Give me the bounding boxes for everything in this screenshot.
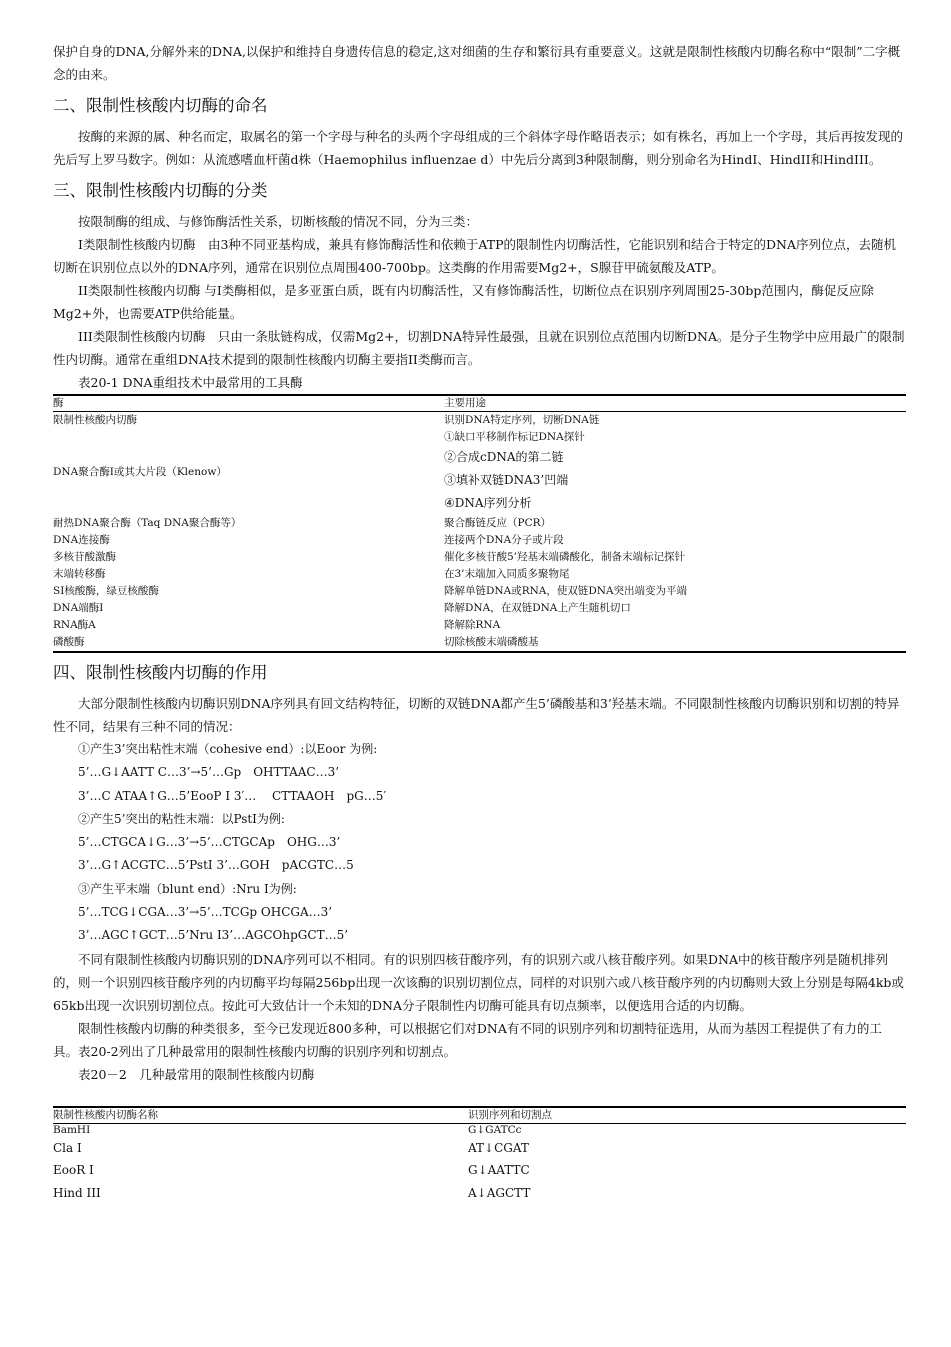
table-row [53,1123,906,1137]
table-row [53,566,906,583]
enzyme-use: ①缺口平移制作标记DNA探针 [444,431,585,443]
table1-caption: 表20-1 DNA重组技术中最常用的工具酶 [78,375,303,390]
section4-heading: 四、限制性核酸内切酶的作用 [53,663,268,682]
recognition-site: G↓AATTC [468,1163,530,1178]
sequence-line: 5’…TCG↓CGA…3’→5’…TCGp OHCGA…3’ [78,905,333,920]
restriction-enzyme-table [53,1106,906,1205]
enzyme-name: DNA聚合酶I或其大片段（Klenow） [53,465,227,478]
section3-paragraph-2: I类限制性核酸内切酶 由3种不同亚基构成，兼具有修饰酶活性和依赖于ATP的限制性内切酶活性，它能识别和结合于特定的DNA序列位点，去随机切断在识别位点以外的DNA序列，通常在识别位点周围400-700bp。这类酶的作用需要Mg2+，S腺苷甲硫氨酸及ATP。 [53,237,896,275]
enzyme-use: 切除核酸末端磷酸基 [444,636,539,648]
recognition-site: AT↓CGAT [468,1140,529,1155]
enzyme-use: ③填补双链DNA3’凹端 [444,473,569,487]
table-row [53,429,906,515]
section4-paragraph-2: 不同有限制性核酸内切酶识别的DNA序列可以不相同。有的识别四核苷酸序列，有的识别六或八核苷酸序列。如果DNA中的核苷酸序列是随机排列的，则一个识别四核苷酸序列的内切酶平均每隔256bp出现一次该酶的识别切割位点，同样的对识别六或八核苷酸序列的内切酶则大致上分别是每隔4kb或65kb出现一次识别切割位点。按此可大致估计一个未知的DNA分子限制性内切酶可能具有切点频率，以便选用合适的内切酶。 [53,951,904,1013]
enzyme-use: 连接两个DNA分子或片段 [444,534,564,546]
table-header-row [53,395,906,412]
table-row [53,532,906,549]
section3-paragraph-3: II类限制性核酸内切酶 与I类酶相似，是多亚蛋白质，既有内切酶活性，又有修饰酶活性，切断位点在识别序列周围25-30bp范围内，酶促反应除Mg2+外，也需要ATP供给能量。 [53,283,874,321]
section4-paragraph-1: 大部分限制性核酸内切酶识别DNA序列具有回文结构特征，切断的双链DNA都产生5’磷酸基和3’羟基末端。不同限制性核酸内切酶识别和切割的特异性不同，结果有三种不同的情况： [53,696,900,734]
intro-paragraph: 保护自身的DNA,分解外来的DNA,以保护和维持自身遗传信息的稳定,这对细菌的生存和繁衍具有重要意义。这就是限制性核酸内切酶名称中“限制”二字概念的由来。 [53,44,901,82]
sequence-line: ①产生3’突出粘性末端（cohesive end）:以Eoor 为例: [78,742,378,756]
document-page [53,40,906,1204]
table-header-use: 主要用途 [444,395,906,412]
sequence-line: ③产生平末端（blunt end）:Nru I为例: [78,881,297,896]
section2-paragraph: 按酶的来源的属、种名而定，取属名的第一个字母与种名的头两个字母组成的三个斜体字母作略语表示；如有株名，再加上一个字母，其后再按发现的先后写上罗马数字。例如：从流感嗜血杆菌d株（Haemophilus influenzae d）中先后分离到3种限制酶，则分别命名为HindI、HindII和HindIII。 [53,129,904,167]
enzyme-name: RNA酶A [53,619,96,631]
recognition-site: A↓AGCTT [468,1185,531,1200]
table-row [53,412,906,430]
enzyme-name: 磷酸酶 [53,636,85,648]
enzyme-use: 催化多核苷酸5’羟基末端磷酸化，制备末端标记探针 [444,551,686,563]
sequence-line: 5’…G↓AATT C…3’→5’…Gp OHTTAAC…3’ [78,765,340,780]
enzyme-name: 耐热DNA聚合酶（Taq DNA聚合酶等） [53,517,242,529]
sequence-line: 3’…AGC↑GCT…5’Nru I3’…AGCOhpGCT…5’ [78,928,349,943]
table-row [53,515,906,532]
enzyme-use: ④DNA序列分析 [444,496,532,510]
enzyme-use: 聚合酶链反应（PCR） [444,517,552,529]
table-row [53,634,906,652]
enzyme-name: 末端转移酶 [53,568,106,580]
enzyme-use: 降解DNA，在双链DNA上产生随机切口 [444,602,631,614]
enzyme-name: SI核酸酶，绿豆核酸酶 [53,585,159,597]
table-header-site: 识别序列和切割点 [468,1107,906,1124]
table-row [53,600,906,617]
table2-caption: 表20－2 几种最常用的限制性核酸内切酶 [78,1066,315,1082]
recognition-site: G↓GATCc [468,1123,522,1136]
enzyme-name: DNA端酶I [53,602,104,614]
table-row [53,1137,906,1160]
table-header-row [53,1107,906,1124]
enzyme-name: 多核苷酸激酶 [53,551,116,563]
enzyme-use: ②合成cDNA的第二链 [444,450,564,464]
sequence-line: 5’…CTGCA↓G…3’→5’…CTGCAp OHG…3’ [78,835,341,850]
sequence-line: 3’…C ATAA↑G…5’EooP I 3′… CTTAAOH pG…5′ [78,788,387,803]
enzyme-name: DNA连接酶 [53,534,110,546]
table-row [53,549,906,566]
enzyme-name: EooR I [53,1163,94,1178]
table-row [53,617,906,634]
enzyme-name: 限制性核酸内切酶 [53,414,137,426]
table-row [53,1159,906,1182]
enzyme-name: Cla I [53,1140,82,1155]
section4-paragraph-3: 限制性核酸内切酶的种类很多，至今已发现近800多种，可以根据它们对DNA有不同的识别序列和切割特征选用，从而为基因工程提供了有力的工具。表20-2列出了几种最常用的限制性核酸内切酶的识别序列和切割点。 [53,1020,882,1059]
section3-paragraph-1: 按限制酶的组成、与修饰酶活性关系，切断核酸的情况不同，分为三类： [78,214,479,229]
section3-paragraph-4: III类限制性核酸内切酶 只由一条肽链构成，仅需Mg2+，切割DNA特异性最强，且就在识别位点范围内切断DNA。是分子生物学中应用最广的限制性内切酶。通常在重组DNA技术提到的限制性核酸内切酶主要指II类酶而言。 [53,329,905,367]
enzyme-use: 降解除RNA [444,619,501,631]
sequence-line: 3’…G↑ACGTC…5’PstI 3’…GOH pACGTC…5 [78,858,354,873]
table-header-name: 限制性核酸内切酶名称 [53,1107,468,1124]
sequence-line: ②产生5’突出的粘性末端：以PstI为例: [78,811,285,826]
section3-heading: 三、限制性核酸内切酶的分类 [53,181,268,200]
enzyme-use-list [444,429,906,515]
table-header-enzyme: 酶 [53,395,444,412]
enzyme-use: 降解单链DNA或RNA，使双链DNA突出端变为平端 [444,585,688,597]
enzyme-use: 在3’末端加入同质多聚物尾 [444,568,570,580]
enzyme-name: BamHI [53,1123,91,1136]
tool-enzyme-table [53,394,906,653]
table-row [53,583,906,600]
enzyme-use: 识别DNA特定序列，切断DNA链 [444,414,600,426]
enzyme-name: Hind III [53,1185,101,1200]
table-row [53,1182,906,1205]
section2-heading: 二、限制性核酸内切酶的命名 [53,96,268,115]
